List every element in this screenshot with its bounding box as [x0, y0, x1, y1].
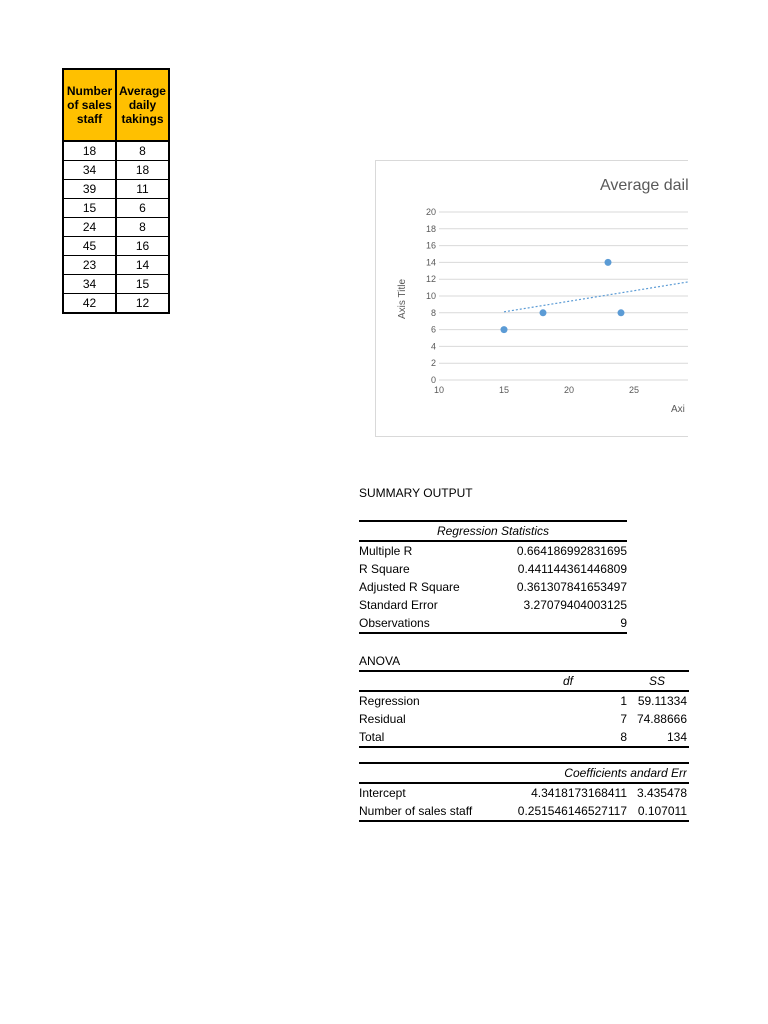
stat-value: 0.361307841653497 [516, 580, 627, 594]
data-row [63, 218, 169, 237]
regression-stat-row [359, 578, 627, 596]
regression-stats-body [359, 541, 627, 633]
stat-label: Multiple R [359, 544, 413, 558]
stat-label: Observations [359, 614, 509, 633]
data-point[interactable] [540, 309, 547, 316]
anova-body [359, 691, 689, 747]
anova-ss: 74.88666 [636, 712, 687, 726]
coefficients-table [359, 762, 689, 822]
cell-daily-takings[interactable]: 15 [116, 275, 169, 294]
y-tick-label: 2 [430, 358, 436, 369]
coef-value: 4.3418173168411 [531, 786, 627, 800]
data-row [63, 294, 169, 314]
anova-header-ss: SS [627, 671, 687, 691]
cell-sales-staff[interactable]: 45 [63, 237, 116, 256]
gridlines [439, 212, 688, 380]
stat-value: 0.441144361446809 [517, 562, 627, 576]
cell-sales-staff[interactable]: 18 [63, 141, 116, 161]
cell-daily-takings[interactable]: 14 [116, 256, 169, 275]
y-tick-label: 16 [425, 240, 436, 251]
anova-label: Total [359, 728, 509, 747]
stat-label: Adjusted R Square [359, 580, 460, 594]
coefficient-row [359, 783, 689, 802]
coefficients-area [359, 762, 689, 824]
data-row [63, 180, 169, 199]
regression-stat-row [359, 614, 627, 633]
cell-sales-staff[interactable]: 34 [63, 161, 116, 180]
anova-area [359, 670, 689, 748]
anova-title: ANOVA [359, 654, 401, 668]
data-row [63, 161, 169, 180]
data-table [62, 68, 170, 314]
cell-daily-takings[interactable]: 8 [116, 218, 169, 237]
regression-stat-row [359, 560, 627, 578]
chart-viewport [375, 160, 688, 437]
cell-daily-takings[interactable]: 16 [116, 237, 169, 256]
cell-sales-staff[interactable]: 15 [63, 199, 116, 218]
regression-stat-row [359, 541, 627, 560]
anova-label: Regression [359, 694, 420, 708]
cell-sales-staff[interactable]: 23 [63, 256, 116, 275]
cell-sales-staff[interactable]: 39 [63, 180, 116, 199]
data-row [63, 199, 169, 218]
data-body [63, 141, 169, 313]
stat-value: 3.27079404003125 [523, 598, 627, 612]
coef-value: 0.251546146527117 [509, 802, 627, 821]
cell-sales-staff[interactable]: 34 [63, 275, 116, 294]
coef-header-coefficients: Coefficients [509, 763, 627, 783]
anova-row [359, 728, 689, 747]
y-tick-label: 20 [425, 207, 436, 217]
header-daily-takings[interactable]: Average daily takings [116, 69, 169, 141]
y-tick-label: 12 [425, 274, 436, 285]
coef-std-error: 0.107011 [627, 802, 687, 821]
coef-label: Number of sales staff [359, 802, 509, 821]
cell-sales-staff[interactable]: 42 [63, 294, 116, 314]
regression-stats-area [359, 520, 629, 636]
data-point[interactable] [501, 326, 508, 333]
stat-label: R Square [359, 562, 410, 576]
cell-daily-takings[interactable]: 8 [116, 141, 169, 161]
regression-stat-row [359, 596, 627, 614]
data-row [63, 141, 169, 161]
cell-daily-takings[interactable]: 12 [116, 294, 169, 314]
x-axis-title[interactable]: Axi [671, 404, 685, 415]
trendline [504, 259, 688, 312]
coef-std-error: 3.435478 [636, 786, 687, 800]
x-tick-label: 25 [628, 385, 640, 395]
coef-header-blank [359, 763, 509, 783]
anova-df: 7 [620, 712, 627, 726]
stat-value: 9 [509, 614, 627, 633]
y-tick-label: 0 [430, 375, 436, 385]
y-tick-label: 14 [425, 257, 436, 268]
x-tick-label: 20 [563, 385, 575, 395]
cell-daily-takings[interactable]: 11 [116, 180, 169, 199]
data-row [63, 237, 169, 256]
chart-area[interactable] [375, 160, 688, 437]
cell-daily-takings[interactable]: 6 [116, 199, 169, 218]
coefficients-body [359, 783, 689, 821]
anova-header-blank [359, 671, 509, 691]
regression-stats-table [359, 520, 627, 634]
cell-sales-staff[interactable]: 24 [63, 218, 116, 237]
coef-header-std-error: andard Err [627, 763, 687, 783]
stat-value: 0.664186992831695 [516, 544, 627, 558]
x-tick-labels [434, 385, 639, 395]
anova-header-df: df [509, 671, 627, 691]
coefficient-row [359, 802, 689, 821]
anova-row [359, 710, 689, 728]
anova-label: Residual [359, 712, 406, 726]
anova-ss: 59.11334 [637, 694, 687, 708]
y-tick-label: 8 [430, 307, 436, 318]
stat-label: Standard Error [359, 598, 438, 612]
y-tick-label: 6 [430, 324, 436, 335]
chart-title[interactable]: Average dail [600, 177, 689, 194]
header-row [63, 69, 169, 141]
x-tick-label: 15 [498, 385, 510, 395]
y-tick-label: 18 [425, 223, 436, 234]
coef-label: Intercept [359, 786, 406, 800]
anova-df: 8 [509, 728, 627, 747]
data-row [63, 256, 169, 275]
cell-daily-takings[interactable]: 18 [116, 161, 169, 180]
anova-table [359, 670, 689, 748]
y-tick-labels [426, 207, 436, 385]
x-tick-label: 10 [433, 385, 445, 395]
anova-df: 1 [620, 694, 627, 708]
anova-ss: 134 [627, 728, 687, 747]
header-sales-staff[interactable]: Number of sales staff [63, 69, 116, 141]
scatter-chart [376, 161, 688, 436]
regression-stats-header: Regression Statistics [359, 521, 627, 541]
data-point[interactable] [605, 259, 612, 266]
summary-output-title: SUMMARY OUTPUT [359, 486, 473, 500]
data-row [63, 275, 169, 294]
y-tick-label: 4 [430, 341, 436, 352]
y-tick-label: 10 [425, 291, 436, 301]
y-axis-title[interactable]: Axis Title [397, 278, 408, 320]
anova-row [359, 691, 689, 710]
data-point[interactable] [618, 309, 625, 316]
